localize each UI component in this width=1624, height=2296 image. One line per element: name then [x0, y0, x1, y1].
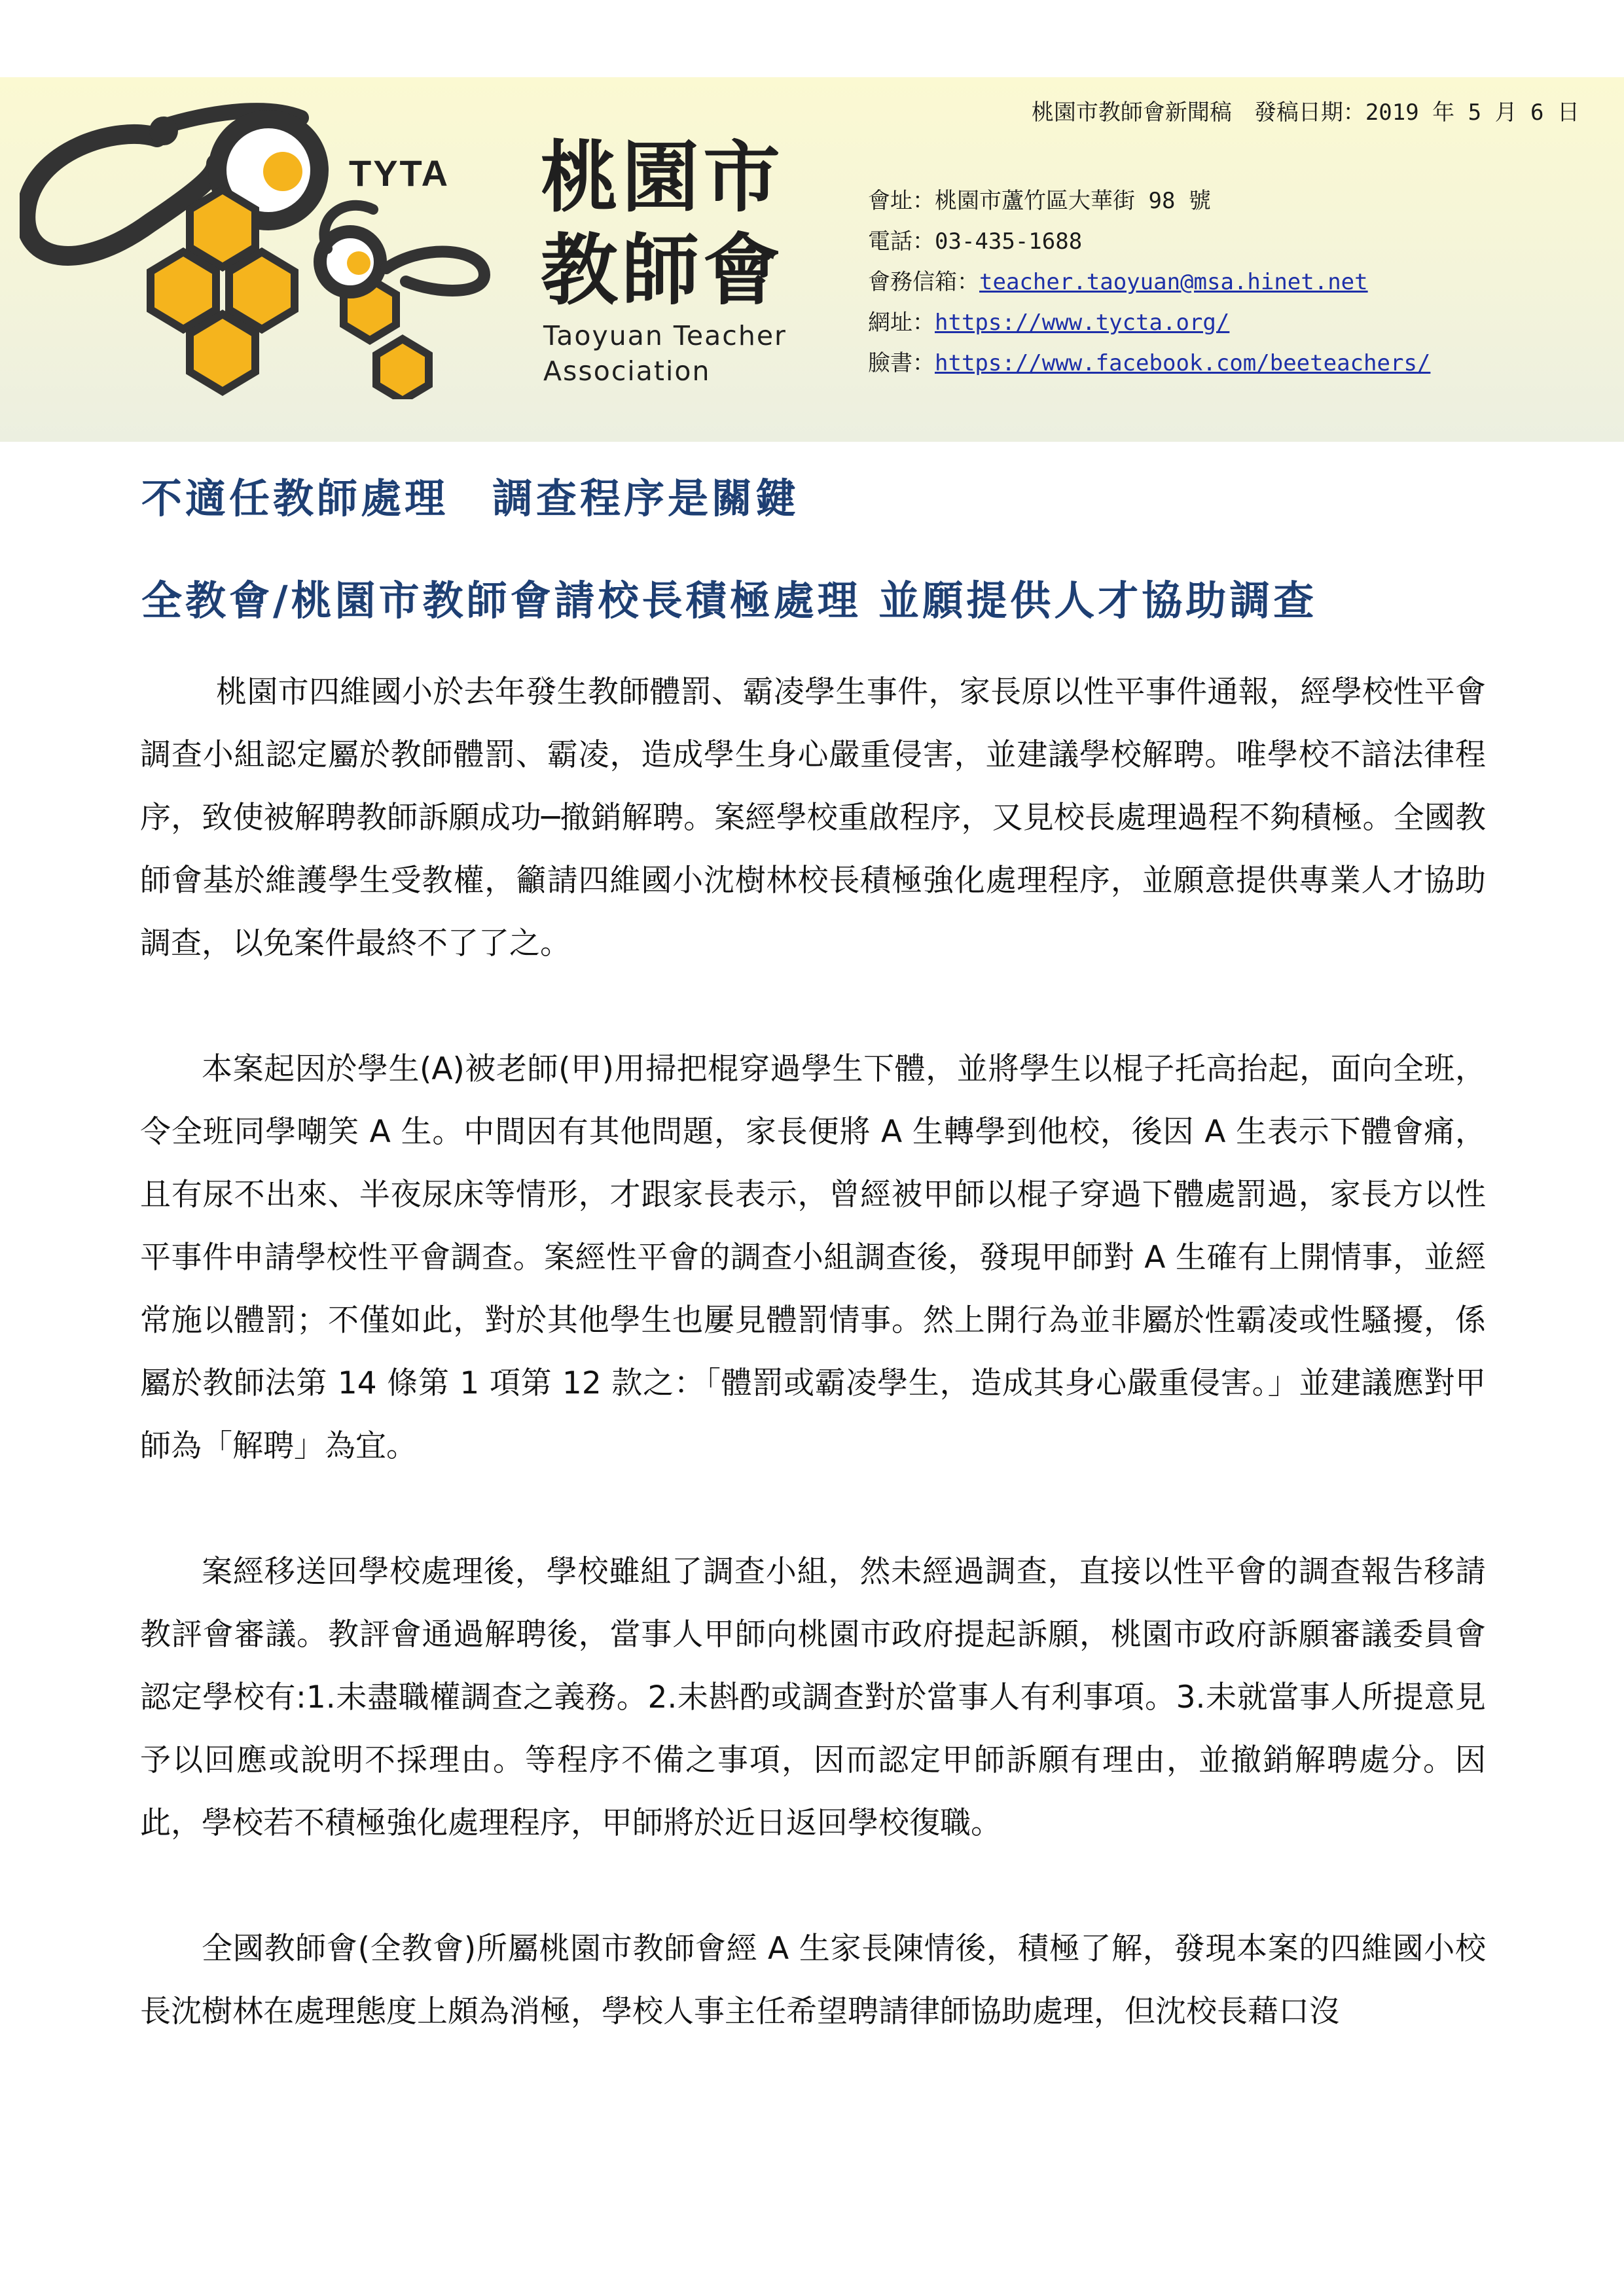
- org-name-zh: [541, 131, 784, 317]
- contact-website-row: [868, 302, 1430, 343]
- contact-email-row: [868, 262, 1430, 302]
- contact-email-label: 會務信箱：: [868, 269, 979, 295]
- contact-facebook-link[interactable]: https://www.facebook.com/beeteachers/: [935, 350, 1431, 376]
- contact-website-label: 網址：: [868, 310, 935, 336]
- org-name-en: [543, 318, 787, 389]
- article-body: [140, 661, 1486, 2106]
- paragraph-2: 本案起因於學生(A)被老師(甲)用掃把棍穿過學生下體，並將學生以棍子托高抬起，面向全班，令全班同學嘲笑 A 生。中間因有其他問題，家長便將 A 生轉學到他校，後因 A 生表示下體會痛，且有尿不出來、半夜尿床等情形，才跟家長表示，曾經被甲師以棍子穿過下體處罰過，家長方以性平事件申請學校性平會調查。案經性平會的調查小組調查後，發現甲師對 A 生確有上開情事，並經常施以體罰；不僅如此，對於其他學生也屢見體罰情事。然上開行為並非屬於性霸凌或性騷擾，係屬於教師法第 14 條第 1 項第 12 款之：「體罰或霸凌學生，造成其身心嚴重侵害。」並建議應對甲師為「解聘」為宜。: [140, 1051, 1486, 1464]
- org-name-line2: 教師會: [541, 225, 785, 315]
- contact-website-link[interactable]: https://www.tycta.org/: [935, 310, 1230, 336]
- dateline: 桃園市教師會新聞稿 發稿日期：2019 年 5 月 6 日: [1031, 99, 1579, 126]
- contact-block: [868, 181, 1430, 384]
- logo-wordmark: TYTA: [349, 152, 450, 194]
- contact-facebook-row: [868, 343, 1430, 384]
- paragraph-4: 全國教師會(全教會)所屬桃園市教師會經 A 生家長陳情後，積極了解，發現本案的四維國小校長沈樹林在處理態度上頗為消極，學校人事主任希望聘請律師協助處理，但沈校長藉口沒: [140, 1931, 1486, 2030]
- headline-title: 不適任教師處理 調查程序是關鍵: [141, 475, 800, 522]
- paragraph-1: 桃園市四維國小於去年發生教師體罰、霸凌學生事件，家長原以性平事件通報，經學校性平會調查小組認定屬於教師體罰、霸凌，造成學生身心嚴重侵害，並建議學校解聘。唯學校不諳法律程序，致使被解聘教師訴願成功─撤銷解聘。案經學校重啟程序，又見校長處理過程不夠積極。全國教師會基於維護學生受教權，籲請四維國小沈樹林校長積極強化處理程序，並願意提供專業人才協助調查，以免案件最終不了了之。: [140, 674, 1486, 961]
- org-name-en-line2: Association: [543, 355, 711, 387]
- contact-phone: 電話：03-435-1688: [868, 228, 1083, 255]
- headline-subtitle: 全教會/桃園市教師會請校長積極處理 並願提供人才協助調查: [141, 577, 1318, 624]
- contact-email-link[interactable]: teacher.taoyuan@msa.hinet.net: [979, 269, 1368, 295]
- org-name-en-line1: Taoyuan Teacher: [543, 320, 787, 351]
- contact-facebook-label: 臉書：: [868, 350, 935, 376]
- org-name-line1: 桃園市: [541, 132, 785, 223]
- paragraph-3: 案經移送回學校處理後，學校雖組了調查小組，然未經過調查，直接以性平會的調查報告移請教評會審議。教評會通過解聘後，當事人甲師向桃園市政府提起訴願，桃園市政府訴願審議委員會認定學校有:1.未盡職權調查之義務。2.未斟酌或調查對於當事人有利事項。3.未就當事人所提意見予以回應或說明不採理由。等程序不備之事項，因而認定甲師訴願有理由，並撤銷解聘處分。因此，學校若不積極強化處理程序，甲師將於近日返回學校復職。: [140, 1554, 1486, 1841]
- contact-address: 會址：桃園市蘆竹區大華街 98 號: [868, 188, 1211, 214]
